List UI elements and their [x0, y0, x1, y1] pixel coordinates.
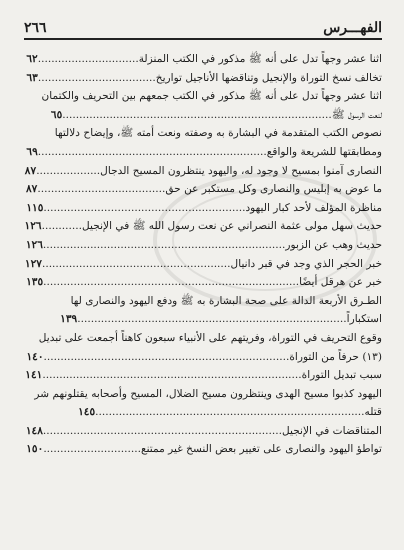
page-header	[24, 14, 382, 36]
dot-leader: ................................................................................	[95, 406, 365, 419]
dot-leader: ......................................	[37, 183, 166, 196]
toc-entry-text: (١٣) حرفاً من التوراة	[289, 350, 382, 363]
toc-entry	[24, 310, 382, 329]
dot-leader: ..............................	[37, 53, 139, 65]
toc-entry-page: ٨٧	[25, 183, 38, 196]
dot-leader: ................................................................................	[77, 313, 347, 326]
toc-entry	[24, 87, 382, 106]
toc-entry-text: نصوص الكتب المتقدمة في البشارة به وصفته ونعت أمته ﷺ، وإيضاح دلالتها	[54, 127, 382, 140]
dot-leader: ........................................................	[41, 257, 231, 270]
toc-entry	[24, 366, 382, 385]
toc-entry-page: ١١٥	[26, 201, 44, 214]
toc-entry-page: ٦٥	[50, 108, 63, 121]
toc-entry-text: قتله	[364, 406, 382, 419]
header-rule	[24, 38, 382, 40]
toc-entry-text: حديث وهب عن الزبور	[285, 238, 382, 251]
dot-leader: ........................................................................	[42, 238, 286, 251]
toc-entry	[24, 403, 382, 422]
toc-entry	[24, 292, 382, 311]
toc-entry	[24, 199, 382, 218]
dot-leader: ................................................................................	[62, 108, 332, 121]
toc-entry-page: ٨٧	[24, 164, 37, 177]
toc-entry-page: ٦٩	[26, 145, 38, 158]
toc-entry-page: ١٣٥	[26, 276, 44, 289]
dot-leader: ............................................................	[43, 201, 246, 214]
dot-leader: ............	[41, 220, 83, 233]
toc-entry-text: لنعت الرسول ﷺ	[331, 108, 382, 121]
toc-entry-text: تخالف نسخ التوراة والإنجيل وتناقضها الأناجيل تواريخ	[155, 71, 382, 84]
toc-entry-text: اثنا عشر وجهاً تدل على أنه ﷺ مذكور في الكتب المنزلة	[138, 53, 382, 65]
toc-entry	[24, 348, 382, 367]
toc-entry-page: ١٣٩	[60, 313, 78, 326]
toc-entry-page: ١٢٦	[24, 220, 42, 233]
dot-leader: .......................................................................	[42, 424, 282, 437]
toc-entry	[24, 50, 382, 69]
toc-entry-page: ١٤٨	[25, 424, 43, 437]
toc-entry-text: حديث سهل مولى عثمة النصراني عن نعت رسول الله ﷺ في الإنجيل	[82, 220, 382, 233]
toc-entry-text: خبر عن هرقل أيضًا	[299, 276, 382, 289]
toc-entry	[24, 255, 382, 274]
toc-entry	[24, 124, 382, 143]
dot-leader: .............................	[43, 443, 141, 456]
toc-entry-text: سبب تبديل التوراة	[301, 369, 382, 382]
toc-entry	[24, 143, 382, 162]
toc-entry-page: ١٤٠	[26, 350, 44, 363]
toc-entry	[24, 422, 382, 441]
toc-entry-text: اليهود كذبوا مسيح الهدى وينتظرون مسيح الضلال، المسيح وأصحابه يقتلونهم شر	[34, 387, 382, 400]
table-of-contents	[24, 50, 382, 459]
toc-entry-page: ٦٣	[26, 71, 38, 84]
toc-entry	[24, 69, 382, 88]
toc-entry	[24, 329, 382, 348]
toc-entry-text: النصارى آمنوا بمسيح لا وجود له، واليهود ينتظرون المسيح الدجال	[100, 164, 382, 177]
toc-entry-page: ١٢٦	[25, 238, 43, 251]
dot-leader: ....................................................................	[37, 145, 267, 158]
toc-entry-text: ما عوض به إبليس والنصارى وكل مستكبر عن حق	[165, 183, 382, 196]
toc-entry-text: ومطابقتها للشريعة والواقع	[266, 145, 382, 158]
toc-entry	[24, 162, 382, 181]
toc-entry-page: ١٢٧	[24, 257, 42, 270]
toc-entry	[24, 217, 382, 236]
toc-entry-text: تواطؤ اليهود والنصارى على تغيير بعض النسخ غير ممتنع	[140, 443, 382, 456]
dot-leader: .........................................................................	[43, 350, 290, 363]
toc-entry-text: استكباراً	[346, 313, 382, 326]
toc-entry-text: الطـرق الأربعة الدالة على صحة البشارة به ﷺ ودفع اليهود والنصارى لها	[70, 294, 382, 307]
page-number: ٢٦٦	[24, 20, 47, 36]
toc-entry	[24, 236, 382, 255]
toc-entry	[24, 106, 382, 125]
toc-entry	[24, 273, 382, 292]
toc-entry	[24, 385, 382, 404]
toc-entry	[24, 440, 382, 459]
toc-entry-page: ٦٢	[26, 53, 38, 65]
toc-entry-text: مناظرة المؤلف لأحد كبار اليهود	[245, 201, 382, 214]
dot-leader: ............................................................................	[43, 276, 300, 289]
header-title: الفهـــرس	[323, 20, 382, 36]
toc-entry-text: وقوع التحريف في التوراة، وفريتهم على الأنبياء سبعون كاهناً أجمعت على تبديل	[38, 331, 382, 344]
dot-leader: .............................................................................	[42, 369, 302, 382]
toc-entry	[24, 180, 382, 199]
dot-leader: ...................................	[37, 71, 156, 84]
toc-entry-text: خبر الحجر الذي وجد في قبر دانيال	[230, 257, 382, 270]
toc-entry-text: اثنا عشر وجهاً تدل على أنه ﷺ مذكور في الكتب جمعهم بين التحريف والكتمان	[41, 90, 382, 103]
toc-entry-page: ١٥٠	[26, 443, 44, 456]
dot-leader: ...................	[36, 164, 101, 177]
toc-entry-text: المتناقضات في الإنجيل	[282, 424, 382, 437]
toc-entry-page: ١٤١	[25, 369, 43, 382]
toc-entry-page: ١٤٥	[78, 406, 96, 419]
